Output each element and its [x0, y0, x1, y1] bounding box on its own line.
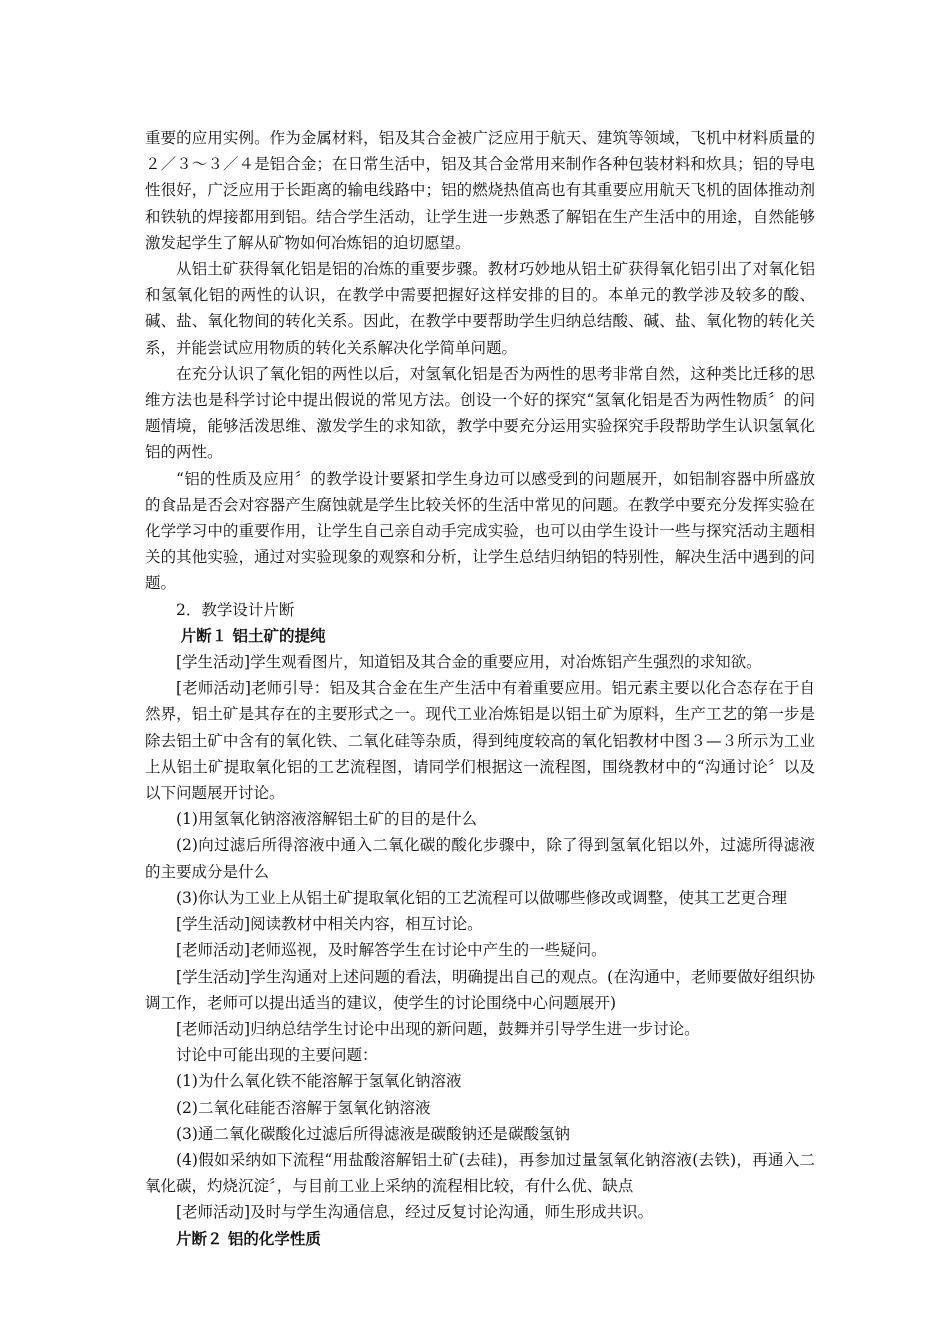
discussion-item: (4)假如采纳如下流程“用盐酸溶解铝土矿(去硅)，再参加过量氢氧化钠溶液(去铁)，再通入二氧化碳，灼烧沉淀〞，与目前工业上采纳的流程相比较，有什么优、缺点: [145, 1150, 815, 1196]
fragment-1-heading: 片断１ 铝土矿的提纯: [180, 625, 326, 645]
activity-line: [学生活动]阅读教材中相关内容，相互讨论。: [176, 915, 483, 934]
activity-line: [老师活动]老师引导：铝及其合金在生产生活中有着重要应用。铝元素主要以化合态存在于自然界，铝土矿是其存在的主要形式之一。现代工业冶炼铝是以铝土矿为原料，生产工艺的第一步是除去铝土矿中含有的氧化铁、二氧化硅等杂质，得到纯度较高的氧化铝教材中图３—３所示为工业上从铝土矿提取氧化铝的工艺流程图，请同学们根据这一流程图，围绕教材中的“沟通讨论〞以及以下问题展开讨论。: [145, 679, 815, 803]
alumina-paragraph: 从铝土矿获得氧化铝是铝的冶炼的重要步骤。教材巧妙地从铝土矿获得氧化铝引出了对氧化铝和氢氧化铝的两性的认识，在教学中需要把握好这样安排的目的。本单元的教学涉及较多的酸、碱、盐、氧化物间的转化关系。因此，在教学中要帮助学生归纳总结酸、碱、盐、氧化物的转化关系，并能尝试应用物质的转化关系解决化学简单问题。: [145, 260, 815, 357]
activity-line: [学生活动]学生观看图片，知道铝及其合金的重要应用，对冶炼铝产生强烈的求知欲。: [176, 653, 762, 672]
question-line: (1)用氢氧化钠溶液溶解铝土矿的目的是什么: [176, 810, 477, 829]
activity-line: [学生活动]学生沟通对上述问题的看法，明确提出自己的观点。(在沟通中，老师要做好组织协调工作，老师可以提出适当的建议，使学生的讨论围绕中心问题展开): [145, 967, 815, 1012]
discussion-item: (1)为什么氧化铁不能溶解于氢氧化钠溶液: [176, 1072, 462, 1091]
section-title: 2．教学设计片断: [176, 600, 295, 619]
activity-line: [老师活动]归纳总结学生讨论中出现的新问题，鼓舞并引导学生进一步讨论。: [176, 1019, 700, 1038]
question-line: (3)你认为工业上从铝土矿提取氧化铝的工艺流程可以做哪些修改或调整，使其工艺更合理: [176, 888, 787, 907]
discussion-item: (3)通二氧化碳酸化过滤后所得滤液是碳酸钠还是碳酸氢钠: [176, 1124, 570, 1143]
discussion-item: (2)二氧化硅能否溶解于氢氧化钠溶液: [176, 1098, 431, 1117]
question-line: (2)向过滤后所得溶液中通入二氧化碳的酸化步骤中，除了得到氢氧化铝以外，过滤所得滤液的主要成分是什么: [145, 836, 815, 881]
activity-line: [老师活动]及时与学生沟通信息，经过反复讨论沟通，师生形成共识。: [176, 1203, 654, 1222]
amphoteric-paragraph: 在充分认识了氧化铝的两性以后，对氢氧化铝是否为两性的思考非常自然，这种类比迁移的思维方法也是科学讨论中提出假说的常见方法。创设一个好的探究“氢氧化铝是否为两性物质〞的问题情境，能够活泼思维、激发学生的求知欲，教学中要充分运用实验探究手段帮助学生认识氢氧化铝的两性。: [145, 364, 815, 462]
activity-line: [老师活动]老师巡视，及时解答学生在讨论中产生的一些疑问。: [176, 941, 607, 960]
intro-paragraph: 重要的应用实例。作为金属材料，铝及其合金被广泛应用于航天、建筑等领域，飞机中材料质量的２／３～３／４是铝合金；在日常生活中，铝及其合金常用来制作各种包装材料和炊具；铝的导电性很好，广泛应用于长距离的输电线路中；铝的燃烧热值高也有其重要应用航天飞机的固体推动剂和铁轨的焊接都用到铝。结合学生活动，让学生进一步熟悉了解铝在生产生活中的用途，自然能够激发起学生了解从矿物如何冶炼铝的迫切愿望。: [145, 129, 815, 252]
discussion-intro: 讨论中可能出现的主要问题：: [176, 1046, 378, 1065]
teaching-design-paragraph: “铝的性质及应用〞的教学设计要紧扣学生身边可以感受到的问题展开，如铝制容器中所盛放的食品是否会对容器产生腐蚀就是学生比较关怀的生活中常见的问题。在教学中要充分发挥实验在化学学习中的重要作用，让学生自己亲自动手完成实验，也可以由学生设计一些与探究活动主题相关的其他实验，通过对实验现象的观察和分析，让学生总结归纳铝的特别性，解决生活中遇到的问题。: [145, 469, 815, 593]
document-body: [145, 125, 815, 1252]
fragment-2-heading: 片断２ 铝的化学性质: [176, 1228, 321, 1248]
